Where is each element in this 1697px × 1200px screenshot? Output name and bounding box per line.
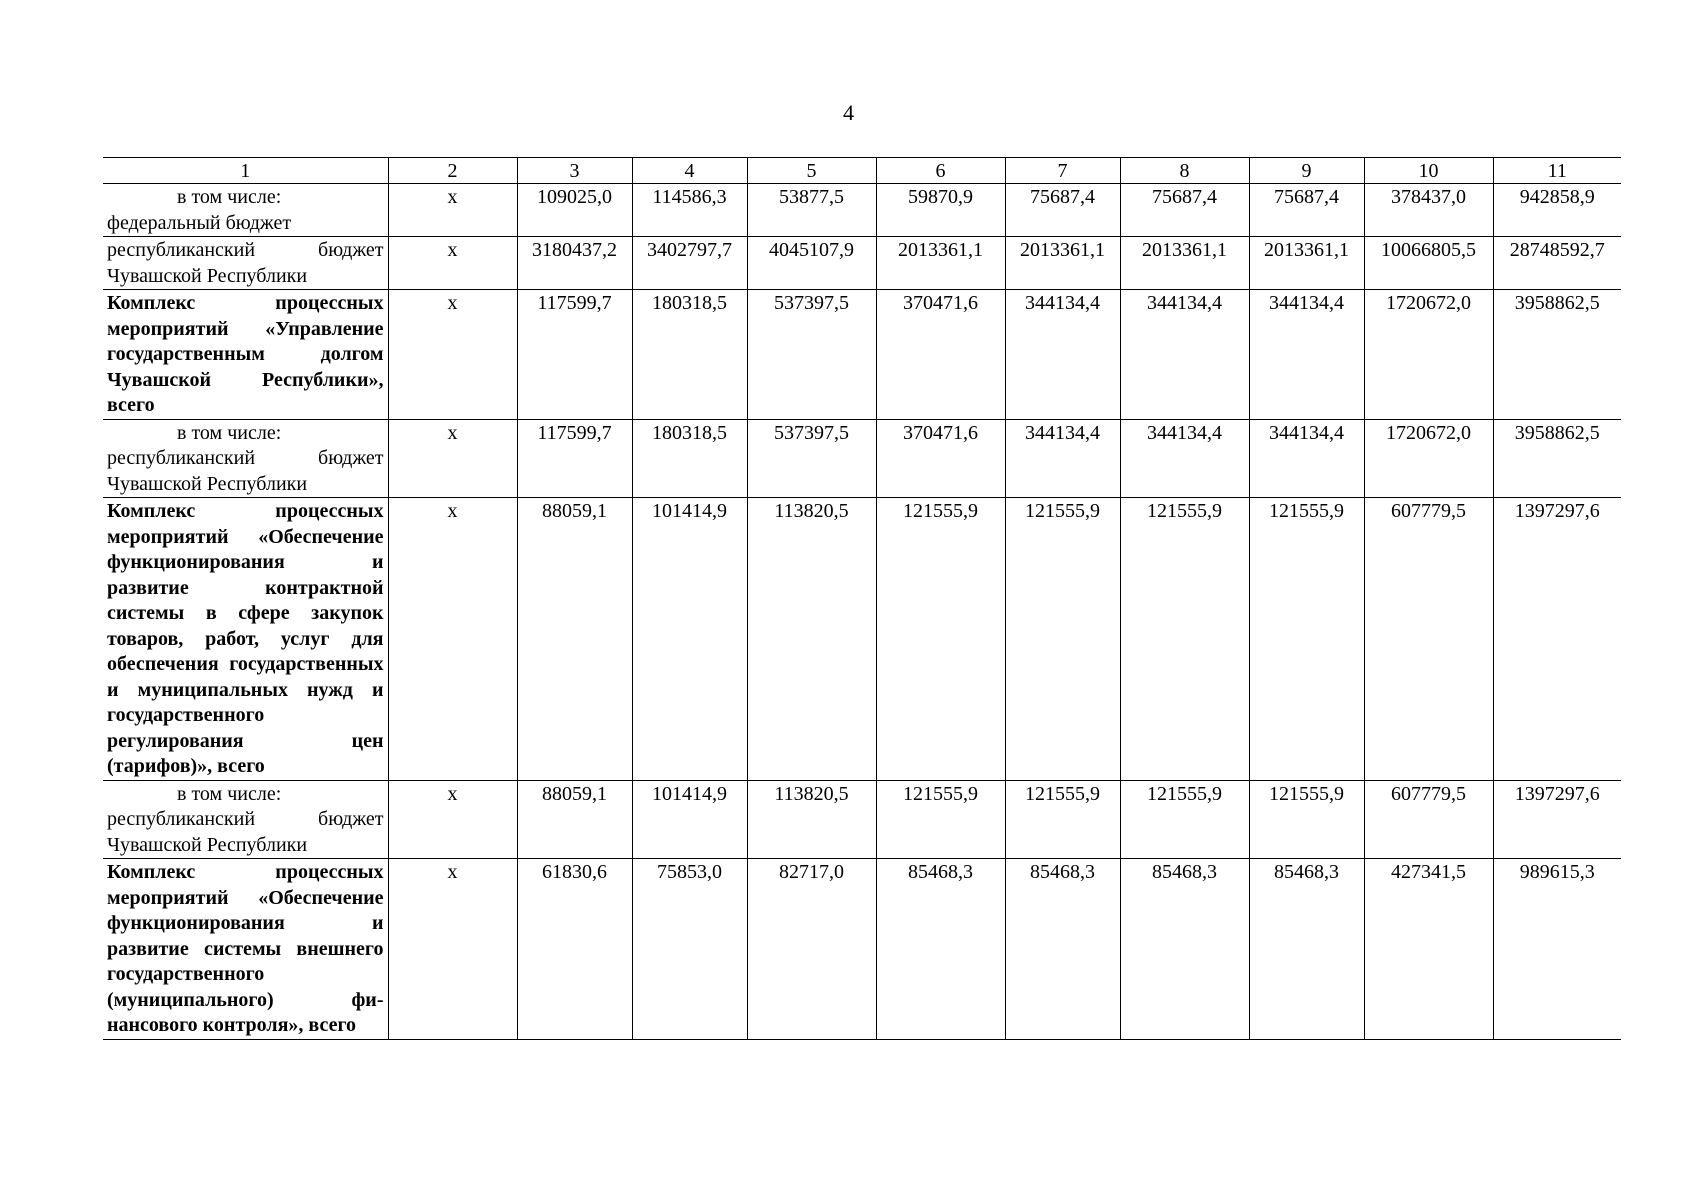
page-number: 4 bbox=[843, 100, 854, 125]
row-indent-label: в том числе: bbox=[177, 421, 282, 444]
column-header: 4 bbox=[632, 158, 747, 184]
table-row bbox=[103, 290, 1621, 420]
table-row bbox=[103, 859, 1621, 1040]
budget-table bbox=[103, 157, 1621, 1040]
value-cell: 344134,4 bbox=[1249, 290, 1364, 420]
value-cell: 3958862,5 bbox=[1493, 419, 1621, 498]
value-cell: 85468,3 bbox=[876, 859, 1005, 1040]
value-cell: 113820,5 bbox=[747, 498, 876, 781]
row-name-cell bbox=[103, 419, 388, 498]
value-cell: 3180437,2 bbox=[517, 237, 632, 290]
table-body bbox=[103, 184, 1621, 1040]
value-cell: 59870,9 bbox=[876, 184, 1005, 237]
row-indent-label: в том числе: bbox=[177, 782, 282, 805]
value-cell: 3958862,5 bbox=[1493, 290, 1621, 420]
column-header: 1 bbox=[103, 158, 388, 184]
value-cell: 121555,9 bbox=[876, 780, 1005, 859]
value-cell: 61830,6 bbox=[517, 859, 632, 1040]
value-cell: 121555,9 bbox=[876, 498, 1005, 781]
value-cell: 85468,3 bbox=[1120, 859, 1249, 1040]
value-cell: 2013361,1 bbox=[1249, 237, 1364, 290]
value-cell: 101414,9 bbox=[632, 780, 747, 859]
value-cell: 1397297,6 bbox=[1493, 498, 1621, 781]
value-cell: 1397297,6 bbox=[1493, 780, 1621, 859]
value-cell: 121555,9 bbox=[1120, 780, 1249, 859]
header-row bbox=[103, 158, 1621, 184]
value-cell: 117599,7 bbox=[517, 290, 632, 420]
value-cell: 75687,4 bbox=[1120, 184, 1249, 237]
row-marker-cell: x bbox=[388, 859, 517, 1040]
row-name-text: республиканский бюджет Чувашской Республики bbox=[107, 447, 384, 495]
table-row bbox=[103, 498, 1621, 781]
row-marker-cell: x bbox=[388, 419, 517, 498]
value-cell: 4045107,9 bbox=[747, 237, 876, 290]
row-name-text: республиканский бюджет Чувашской Республики bbox=[107, 239, 384, 287]
row-name-text: федеральный бюджет bbox=[107, 211, 292, 234]
row-name-cell bbox=[103, 780, 388, 859]
value-cell: 427341,5 bbox=[1364, 859, 1493, 1040]
column-header: 2 bbox=[388, 158, 517, 184]
value-cell: 989615,3 bbox=[1493, 859, 1621, 1040]
value-cell: 370471,6 bbox=[876, 419, 1005, 498]
value-cell: 53877,5 bbox=[747, 184, 876, 237]
value-cell: 75853,0 bbox=[632, 859, 747, 1040]
column-header: 3 bbox=[517, 158, 632, 184]
row-name-cell bbox=[103, 237, 388, 290]
value-cell: 85468,3 bbox=[1005, 859, 1120, 1040]
table-row bbox=[103, 184, 1621, 237]
value-cell: 85468,3 bbox=[1249, 859, 1364, 1040]
column-header: 9 bbox=[1249, 158, 1364, 184]
value-cell: 537397,5 bbox=[747, 290, 876, 420]
value-cell: 1720672,0 bbox=[1364, 419, 1493, 498]
row-name-text: Комплекс процессных мероприятий «Обеспечение функционирования и развитие контрактной системы в сфере закупок товаров, работ, услуг для обеспечения государственных и муниципальных нужд и государственного регулирования цен (тарифов)», всего bbox=[107, 500, 384, 777]
row-name-cell bbox=[103, 184, 388, 237]
value-cell: 121555,9 bbox=[1005, 780, 1120, 859]
value-cell: 82717,0 bbox=[747, 859, 876, 1040]
value-cell: 75687,4 bbox=[1005, 184, 1120, 237]
value-cell: 2013361,1 bbox=[876, 237, 1005, 290]
row-marker-cell: x bbox=[388, 498, 517, 781]
value-cell: 344134,4 bbox=[1249, 419, 1364, 498]
row-name-text: республиканский бюджет Чувашской Республики bbox=[107, 808, 384, 856]
value-cell: 10066805,5 bbox=[1364, 237, 1493, 290]
row-marker-cell: x bbox=[388, 290, 517, 420]
row-marker-cell: x bbox=[388, 237, 517, 290]
value-cell: 114586,3 bbox=[632, 184, 747, 237]
value-cell: 109025,0 bbox=[517, 184, 632, 237]
column-header: 6 bbox=[876, 158, 1005, 184]
value-cell: 344134,4 bbox=[1005, 290, 1120, 420]
value-cell: 180318,5 bbox=[632, 419, 747, 498]
column-header: 5 bbox=[747, 158, 876, 184]
value-cell: 117599,7 bbox=[517, 419, 632, 498]
value-cell: 942858,9 bbox=[1493, 184, 1621, 237]
row-name-cell bbox=[103, 498, 388, 781]
table-header bbox=[103, 158, 1621, 184]
value-cell: 28748592,7 bbox=[1493, 237, 1621, 290]
row-name-cell bbox=[103, 859, 388, 1040]
value-cell: 1720672,0 bbox=[1364, 290, 1493, 420]
column-header: 8 bbox=[1120, 158, 1249, 184]
value-cell: 121555,9 bbox=[1005, 498, 1120, 781]
value-cell: 344134,4 bbox=[1120, 290, 1249, 420]
value-cell: 113820,5 bbox=[747, 780, 876, 859]
value-cell: 370471,6 bbox=[876, 290, 1005, 420]
row-indent-label: в том числе: bbox=[177, 186, 282, 208]
value-cell: 2013361,1 bbox=[1120, 237, 1249, 290]
value-cell: 3402797,7 bbox=[632, 237, 747, 290]
table-row bbox=[103, 419, 1621, 498]
value-cell: 607779,5 bbox=[1364, 780, 1493, 859]
value-cell: 101414,9 bbox=[632, 498, 747, 781]
value-cell: 121555,9 bbox=[1249, 498, 1364, 781]
row-name-cell bbox=[103, 290, 388, 420]
table-row bbox=[103, 780, 1621, 859]
value-cell: 121555,9 bbox=[1249, 780, 1364, 859]
value-cell: 180318,5 bbox=[632, 290, 747, 420]
row-name-text: Комплекс процессных мероприятий «Управление государственным долгом Чувашской Республики», всего bbox=[107, 292, 384, 416]
row-name-text: Комплекс процессных мероприятий «Обеспечение функционирования и развитие системы внешнего государственного (муниципального) финансового контроля», всего bbox=[107, 861, 384, 1036]
column-header: 7 bbox=[1005, 158, 1120, 184]
value-cell: 75687,4 bbox=[1249, 184, 1364, 237]
value-cell: 88059,1 bbox=[517, 498, 632, 781]
value-cell: 2013361,1 bbox=[1005, 237, 1120, 290]
table-row bbox=[103, 237, 1621, 290]
row-marker-cell: x bbox=[388, 184, 517, 237]
value-cell: 121555,9 bbox=[1120, 498, 1249, 781]
value-cell: 607779,5 bbox=[1364, 498, 1493, 781]
value-cell: 537397,5 bbox=[747, 419, 876, 498]
column-header: 11 bbox=[1493, 158, 1621, 184]
value-cell: 88059,1 bbox=[517, 780, 632, 859]
value-cell: 344134,4 bbox=[1120, 419, 1249, 498]
value-cell: 378437,0 bbox=[1364, 184, 1493, 237]
column-header: 10 bbox=[1364, 158, 1493, 184]
row-marker-cell: x bbox=[388, 780, 517, 859]
value-cell: 344134,4 bbox=[1005, 419, 1120, 498]
